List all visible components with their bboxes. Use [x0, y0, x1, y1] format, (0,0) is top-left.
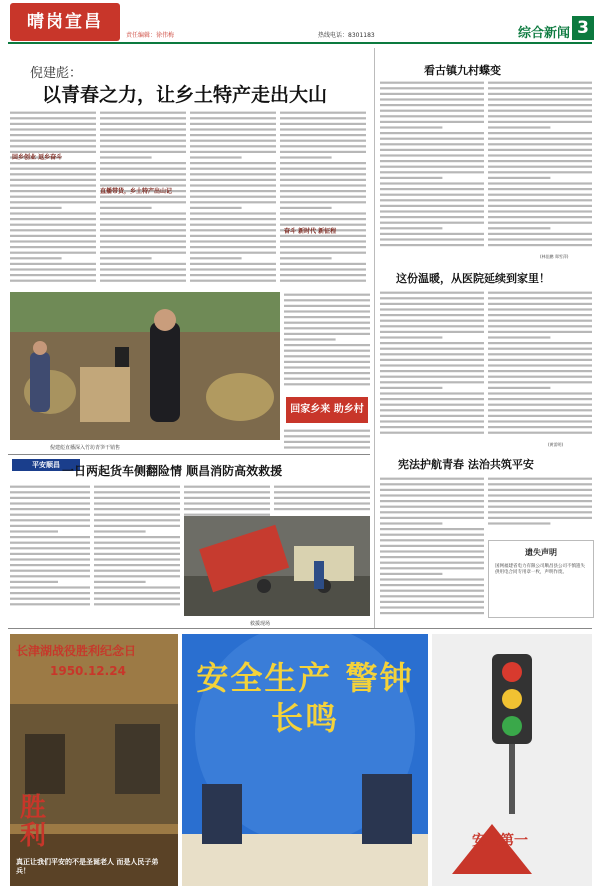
lead-subhead-3: 奋斗 新时代 新征程 [284, 228, 337, 235]
article3-column-2 [488, 476, 592, 530]
lead-banner: 回家乡来 助乡村 [286, 397, 368, 423]
lead-column-1 [10, 110, 96, 288]
ad2-text: 安全生产 警钟长鸣 [196, 659, 414, 737]
text-lines [380, 290, 484, 440]
newspaper-logo: 晴岗宣昌 [10, 3, 120, 41]
article1-byline: (林佳鹏 郑雪萍) [540, 254, 569, 259]
lead-column-3 [190, 110, 276, 288]
fire-photo-caption: 救援现场 [250, 621, 271, 627]
notice-text: 国网福建省电力有限公司顺昌县公司不慎遗失供用电合同专用章一枚，声明作废。 [495, 564, 585, 575]
text-lines [284, 428, 370, 452]
text-lines [274, 484, 370, 514]
lead-subhead-2: 直播带货，乡土特产出山记 [100, 188, 173, 195]
lead-column-4 [280, 110, 366, 288]
section-title: 综合新闻 [517, 26, 570, 41]
lead-photo-caption: 倪建彪直播深入竹坊青笋干销售 [50, 445, 121, 451]
text-lines [10, 110, 96, 288]
text-lines [284, 292, 370, 392]
masthead-rule [8, 42, 592, 44]
text-lines [100, 110, 186, 288]
notice-title: 遗失声明 [525, 548, 557, 557]
lead-subhead-1: 回乡创业 返乡奋斗 [12, 154, 63, 161]
text-lines [94, 484, 180, 610]
article2-column-1 [380, 290, 484, 440]
fire-photo [184, 516, 370, 616]
article3-column-1 [380, 476, 484, 616]
text-lines [380, 476, 484, 616]
livestream-scene-image [10, 292, 280, 440]
text-lines [488, 290, 592, 440]
rescue-scene-image [184, 516, 370, 616]
ad-battle-anniversary [10, 634, 178, 886]
article2-column-2 [488, 290, 592, 440]
column-divider [374, 48, 375, 628]
lead-column-6 [284, 428, 370, 452]
lead-column-5 [284, 292, 370, 392]
text-lines [10, 484, 90, 610]
fire-column-4 [274, 484, 370, 514]
ad-safety-production [182, 634, 428, 886]
ad1-title: 长津湖战役胜利纪念日 [16, 644, 137, 658]
text-lines [380, 80, 484, 252]
article1-column-1 [380, 80, 484, 252]
lead-title: 以青春之力，让乡土特产走出大山 [42, 84, 328, 106]
ad1-date: 1950.12.24 [50, 664, 126, 678]
fire-column-2 [94, 484, 180, 610]
article1-title: 看古镇九村蝶变 [424, 64, 501, 77]
article3-title: 宪法护航青春 法治共筑平安 [398, 458, 534, 471]
ad1-slogan: 真正让我们平安的不是圣诞老人 而是人民子弟兵！ [16, 858, 159, 875]
lead-column-2 [100, 110, 186, 288]
fire-top-rule [8, 454, 370, 455]
article2-title: 这份温暖，从医院延续到家里！ [396, 272, 550, 285]
article2-byline: (黄雷明) [548, 442, 564, 447]
hotline: 热线电话：8301183 [318, 32, 375, 39]
ad1-big-text: 胜利 [20, 793, 47, 851]
ad-safety-first [432, 634, 592, 886]
text-lines [488, 80, 592, 252]
fire-title: 一日两起货车侧翻险情 顺昌消防高效救援 [62, 464, 283, 478]
article1-column-2 [488, 80, 592, 252]
fire-column-1 [10, 484, 90, 610]
page-number: 3 [572, 16, 594, 40]
ads-rule [8, 628, 592, 629]
notice-box [488, 540, 594, 618]
editor-line: 责任编辑：徐伟梅 [126, 32, 175, 39]
text-lines [488, 476, 592, 530]
lead-kicker: 倪建彪： [30, 66, 83, 81]
text-lines [280, 110, 366, 288]
ad3-text: 安全第一 [472, 833, 528, 849]
masthead [0, 0, 600, 44]
lead-photo [10, 292, 280, 440]
text-lines [190, 110, 276, 288]
fire-tag: 平安顺昌 [12, 459, 80, 471]
